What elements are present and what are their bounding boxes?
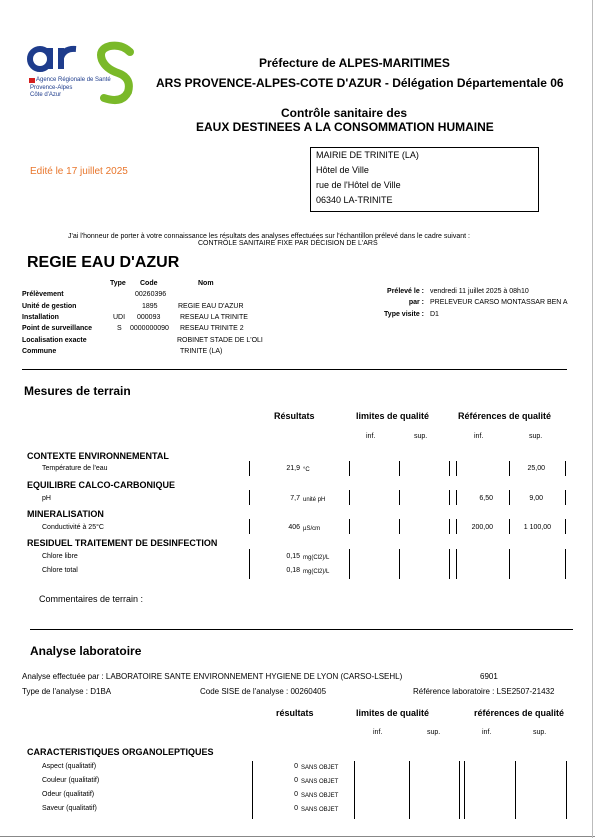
address-line-2: Hôtel de Ville [316,165,369,175]
id-label: Point de surveillance [22,325,93,332]
param-unit: mg(Cl2)/L [303,555,330,561]
logo-line-2: Provence-Alpes [30,85,73,91]
intro-frame: CONTRÔLE SANITAIRE FIXE PAR DÉCISION DE L'ARS [198,240,378,247]
labo-code: 6901 [480,672,498,681]
labo-lim-sup: sup. [427,729,441,736]
terrain-comments: Commentaires de terrain : [39,594,144,604]
param-value: 7,7 [290,495,300,502]
labo-ref: Référence laboratoire : LSE2507-21432 [413,687,555,696]
terrain-group-title: EQUILIBRE CALCO-CARBONIQUE [27,480,175,490]
ars-logo [26,40,138,108]
id-label: Prélèvement [22,291,64,298]
terrain-col-limits: limites de qualité [356,411,430,421]
par-label: par : [408,299,424,306]
terrain-ref-inf: inf. [474,433,484,440]
id-nom: REGIE EAU D'AZUR [178,303,244,310]
param-ref-sup: 1 100,00 [523,524,551,531]
terrain-col-results: Résultats [274,411,315,421]
terrain-ref-sup: sup. [529,433,543,440]
address-line-1: MAIRIE DE TRINITE (LA) [316,150,419,160]
preleve-value: vendredi 11 juillet 2025 à 08h10 [430,288,529,295]
id-head-type: Type [110,280,126,287]
param-ref-inf: 6,50 [479,495,493,502]
labo-type: Type de l'analyse : D1BA [22,687,112,696]
param-unit: µS/cm [303,526,321,532]
param-label: pH [42,495,51,502]
labo-param-unit: SANS OBJET [301,765,339,771]
param-label: Température de l'eau [42,465,108,472]
terrain-lim-sup: sup. [414,433,428,440]
labo-param-value: 0 [294,763,298,770]
terrain-group-title: RESIDUEL TRAITEMENT DE DESINFECTION [27,538,218,548]
param-label: Chlore libre [42,553,78,560]
id-code: 1895 [142,303,158,310]
id-label: Unité de gestion [22,303,77,310]
labo-effectuee: Analyse effectuée par : LABORATOIRE SANTE ENVIRONNEMENT HYGIENE DE LYON (CARSO-LSEHL) [22,672,403,681]
id-nom: RESEAU LA TRINITE [180,314,248,321]
labo-lim-inf: inf. [373,729,383,736]
logo-line-1: Agence Régionale de Santé [36,77,111,83]
labo-param-label: Saveur (qualitatif) [42,805,97,812]
labo-param-value: 0 [294,791,298,798]
address-line-4: 06340 LA-TRINITE [316,195,393,205]
labo-param-value: 0 [294,777,298,784]
labo-param-unit: SANS OBJET [301,779,339,785]
type-visite-label: Type visite : [384,311,424,318]
id-head-code: Code [140,280,158,287]
divider [30,629,573,630]
param-label: Chlore total [42,567,78,574]
prefecture-title: Préfecture de ALPES-MARITIMES [259,56,450,70]
type-visite-value: D1 [430,311,439,318]
param-value: 0,18 [286,567,300,574]
id-nom: TRINITE (LA) [180,348,223,355]
id-type: S [117,325,122,332]
edit-date: Edité le 17 juillet 2025 [30,166,128,177]
param-label: Conductivité à 25°C [42,524,104,531]
labo-col-results: résultats [276,708,314,718]
par-value: PRELEVEUR CARSO MONTASSAR BEN A [430,299,568,306]
param-ref-sup: 25,00 [527,465,545,472]
id-head-nom: Nom [198,280,214,287]
param-unit: unité pH [303,497,326,503]
param-value: 406 [288,524,300,531]
param-unit: °C [303,467,310,473]
id-label: Installation [22,314,59,321]
labo-param-label: Aspect (qualitatif) [42,763,97,770]
terrain-title: Mesures de terrain [24,384,131,398]
terrain-group-title: CONTEXTE ENVIRONNEMENTAL [27,451,169,461]
param-unit: mg(Cl2)/L [303,569,330,575]
labo-col-limits: limites de qualité [356,708,430,718]
labo-sise: Code SISE de l'analyse : 00260405 [200,687,327,696]
distributor-name: REGIE EAU D'AZUR [27,254,180,271]
terrain-lim-inf: inf. [366,433,376,440]
id-code: 00260396 [135,291,167,298]
terrain-col-refs: Références de qualité [458,411,552,421]
ars-title: ARS PROVENCE-ALPES-COTE D'AZUR - Délégation Départementale 06 [156,76,564,90]
labo-col-refs: références de qualité [474,708,565,718]
logo-line-3: Côte d'Azur [30,92,62,98]
labo-param-label: Couleur (qualitatif) [42,777,100,784]
doc-title-2: EAUX DESTINEES A LA CONSOMMATION HUMAINE [196,120,494,134]
id-code: 000093 [137,314,161,321]
labo-param-unit: SANS OBJET [301,807,339,813]
id-type: UDI [113,314,126,321]
id-code: 0000000090 [130,325,169,332]
address-line-3: rue de l'Hôtel de Ville [316,180,401,190]
preleve-label: Prélevé le : [387,288,424,295]
param-ref-sup: 9,00 [529,495,543,502]
id-nom: ROBINET STADE DE L'OLI [177,337,263,344]
divider [22,369,567,370]
param-value: 21,9 [286,465,300,472]
intro-text: J'ai l'honneur de porter à votre connaissance les résultats des analyses effectuées sur l'échantillon prélevé dans le cadre suivant : [68,233,470,240]
id-label: Localisation exacte [22,337,87,344]
labo-ref-sup: sup. [533,729,547,736]
param-ref-inf: 200,00 [471,524,493,531]
id-label: Commune [22,348,57,355]
labo-title: Analyse laboratoire [30,644,142,658]
labo-ref-inf: inf. [482,729,492,736]
doc-title-1: Contrôle sanitaire des [281,106,408,120]
terrain-group-title: MINERALISATION [27,509,104,519]
labo-param-unit: SANS OBJET [301,793,339,799]
id-nom: RESEAU TRINITE 2 [180,325,244,332]
labo-param-value: 0 [294,805,298,812]
labo-group-title: CARACTERISTIQUES ORGANOLEPTIQUES [27,747,214,757]
labo-param-label: Odeur (qualitatif) [42,791,95,798]
param-value: 0,15 [286,553,300,560]
